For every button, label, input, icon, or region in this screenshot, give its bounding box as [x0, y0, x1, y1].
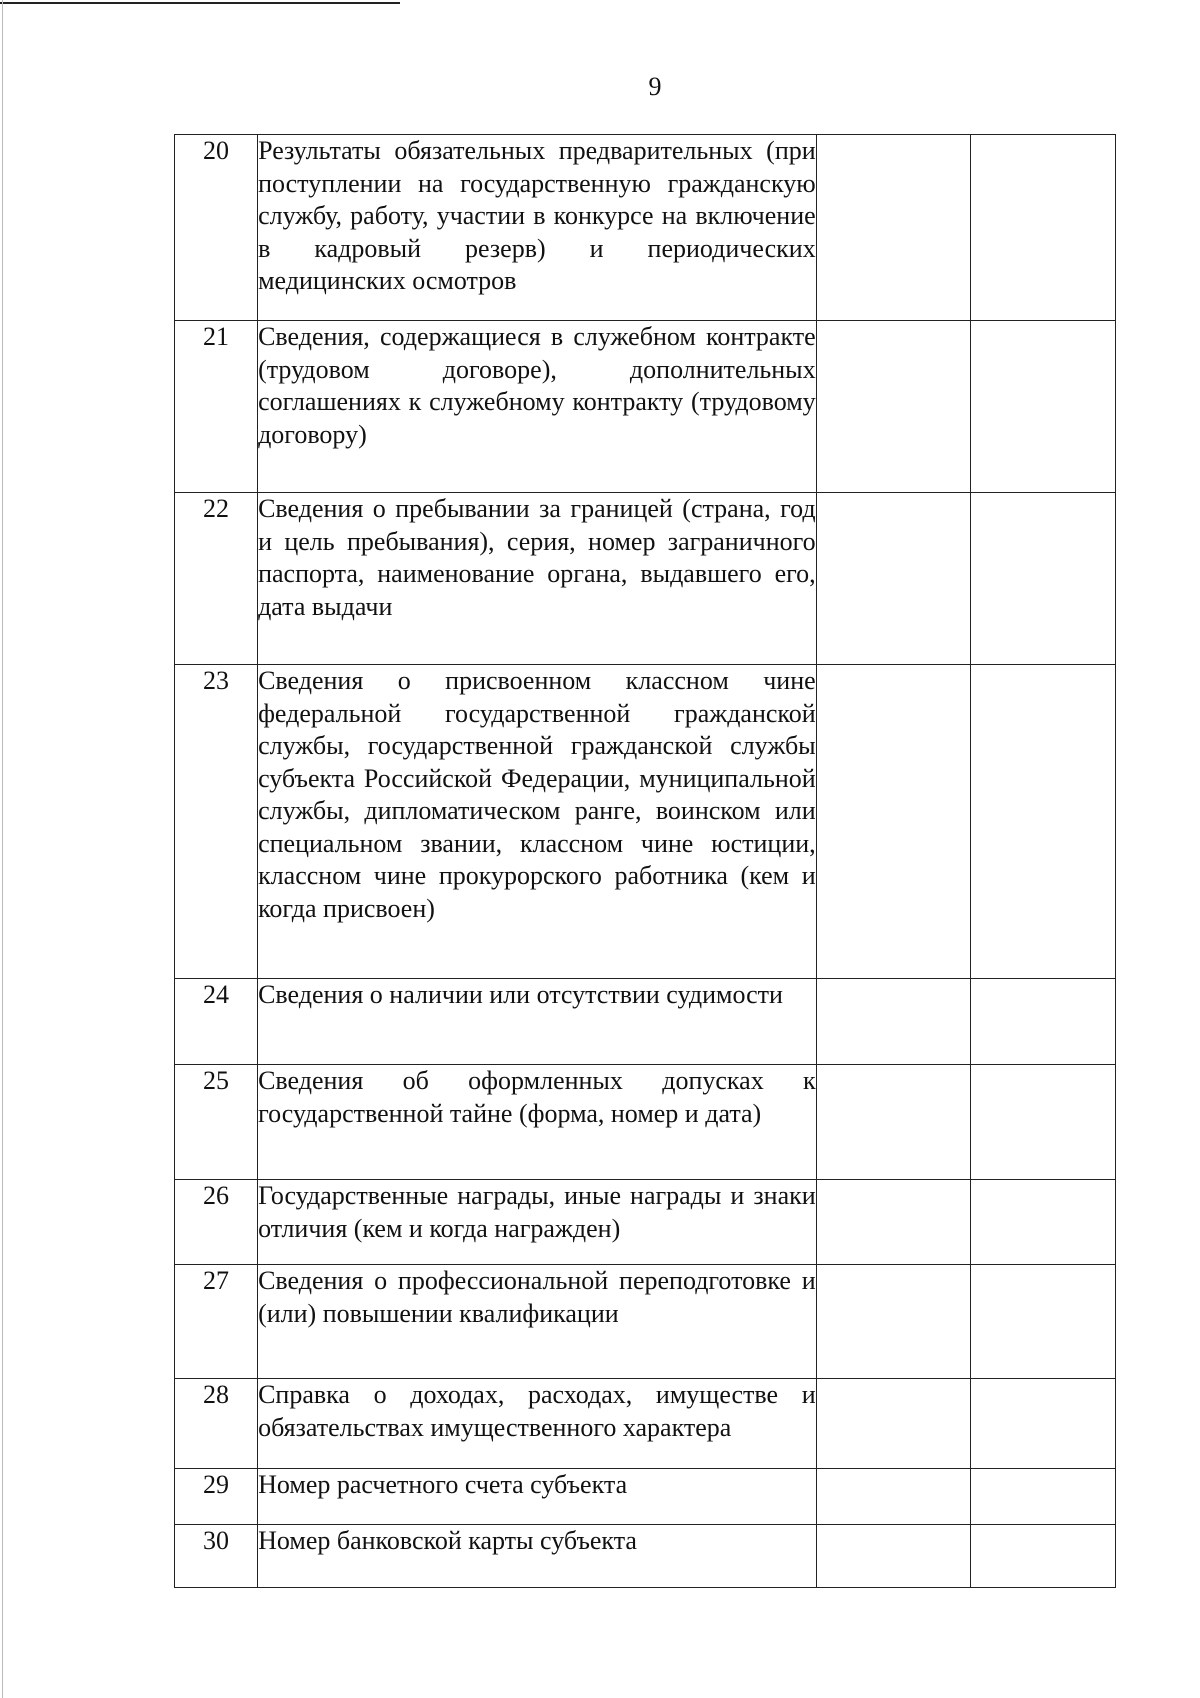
row-number: 20: [175, 135, 258, 321]
empty-cell: [970, 665, 1115, 979]
empty-cell: [816, 1525, 970, 1588]
row-description: Номер банковской карты субъекта: [258, 1525, 817, 1588]
empty-cell: [970, 321, 1115, 493]
row-description: Сведения, содержащиеся в служебном контракте (трудовом договоре), дополнительных соглашениях к служебному контракту (трудовому договору): [258, 321, 817, 493]
scan-edge-top: [0, 2, 400, 4]
empty-cell: [970, 979, 1115, 1065]
empty-cell: [970, 493, 1115, 665]
empty-cell: [816, 1180, 970, 1265]
row-description: Сведения о наличии или отсутствии судимости: [258, 979, 817, 1065]
empty-cell: [816, 665, 970, 979]
table-row: [175, 1065, 1116, 1180]
row-description: Государственные награды, иные награды и знаки отличия (кем и когда награжден): [258, 1180, 817, 1265]
row-number: 28: [175, 1379, 258, 1469]
row-number: 22: [175, 493, 258, 665]
table-row: [175, 321, 1116, 493]
empty-cell: [816, 1469, 970, 1525]
row-description: Сведения о профессиональной переподготовке и (или) повышении квалификации: [258, 1265, 817, 1379]
table-row: [175, 1379, 1116, 1469]
row-description: Результаты обязательных предварительных (при поступлении на государственную гражданскую службу, работу, участии в конкурсе на включение в кадровый резерв) и периодических медицинских осмотров: [258, 135, 817, 321]
table-row: [175, 493, 1116, 665]
row-number: 25: [175, 1065, 258, 1180]
table-row: [175, 665, 1116, 979]
empty-cell: [816, 493, 970, 665]
table-row: [175, 979, 1116, 1065]
row-description: Сведения о присвоенном классном чине федеральной государственной гражданской службы, государственной гражданской службы субъекта Российской Федерации, муниципальной службы, дипломатическом ранге, воинском или специальном звании, классном чине юстиции, классном чине прокурорского работника (кем и когда присвоен): [258, 665, 817, 979]
empty-cell: [970, 135, 1115, 321]
table-row: [175, 1469, 1116, 1525]
empty-cell: [970, 1469, 1115, 1525]
empty-cell: [970, 1065, 1115, 1180]
empty-cell: [816, 1065, 970, 1180]
empty-cell: [970, 1180, 1115, 1265]
empty-cell: [816, 1379, 970, 1469]
row-description: Сведения о пребывании за границей (страна, год и цель пребывания), серия, номер заграничного паспорта, наименование органа, выдавшего его, дата выдачи: [258, 493, 817, 665]
personal-data-table: [174, 134, 1116, 1588]
row-number: 24: [175, 979, 258, 1065]
empty-cell: [816, 135, 970, 321]
row-number: 27: [175, 1265, 258, 1379]
row-description: Номер расчетного счета субъекта: [258, 1469, 817, 1525]
scan-edge-left: [2, 0, 3, 1698]
empty-cell: [816, 321, 970, 493]
table-row: [175, 1525, 1116, 1588]
empty-cell: [816, 979, 970, 1065]
row-number: 21: [175, 321, 258, 493]
empty-cell: [816, 1265, 970, 1379]
table-row: [175, 135, 1116, 321]
empty-cell: [970, 1525, 1115, 1588]
empty-cell: [970, 1265, 1115, 1379]
row-description: Справка о доходах, расходах, имуществе и обязательствах имущественного характера: [258, 1379, 817, 1469]
table-row: [175, 1180, 1116, 1265]
page-number: 9: [648, 72, 662, 101]
row-number: 23: [175, 665, 258, 979]
row-description: Сведения об оформленных допусках к государственной тайне (форма, номер и дата): [258, 1065, 817, 1180]
row-number: 26: [175, 1180, 258, 1265]
row-number: 29: [175, 1469, 258, 1525]
row-number: 30: [175, 1525, 258, 1588]
table-row: [175, 1265, 1116, 1379]
empty-cell: [970, 1379, 1115, 1469]
